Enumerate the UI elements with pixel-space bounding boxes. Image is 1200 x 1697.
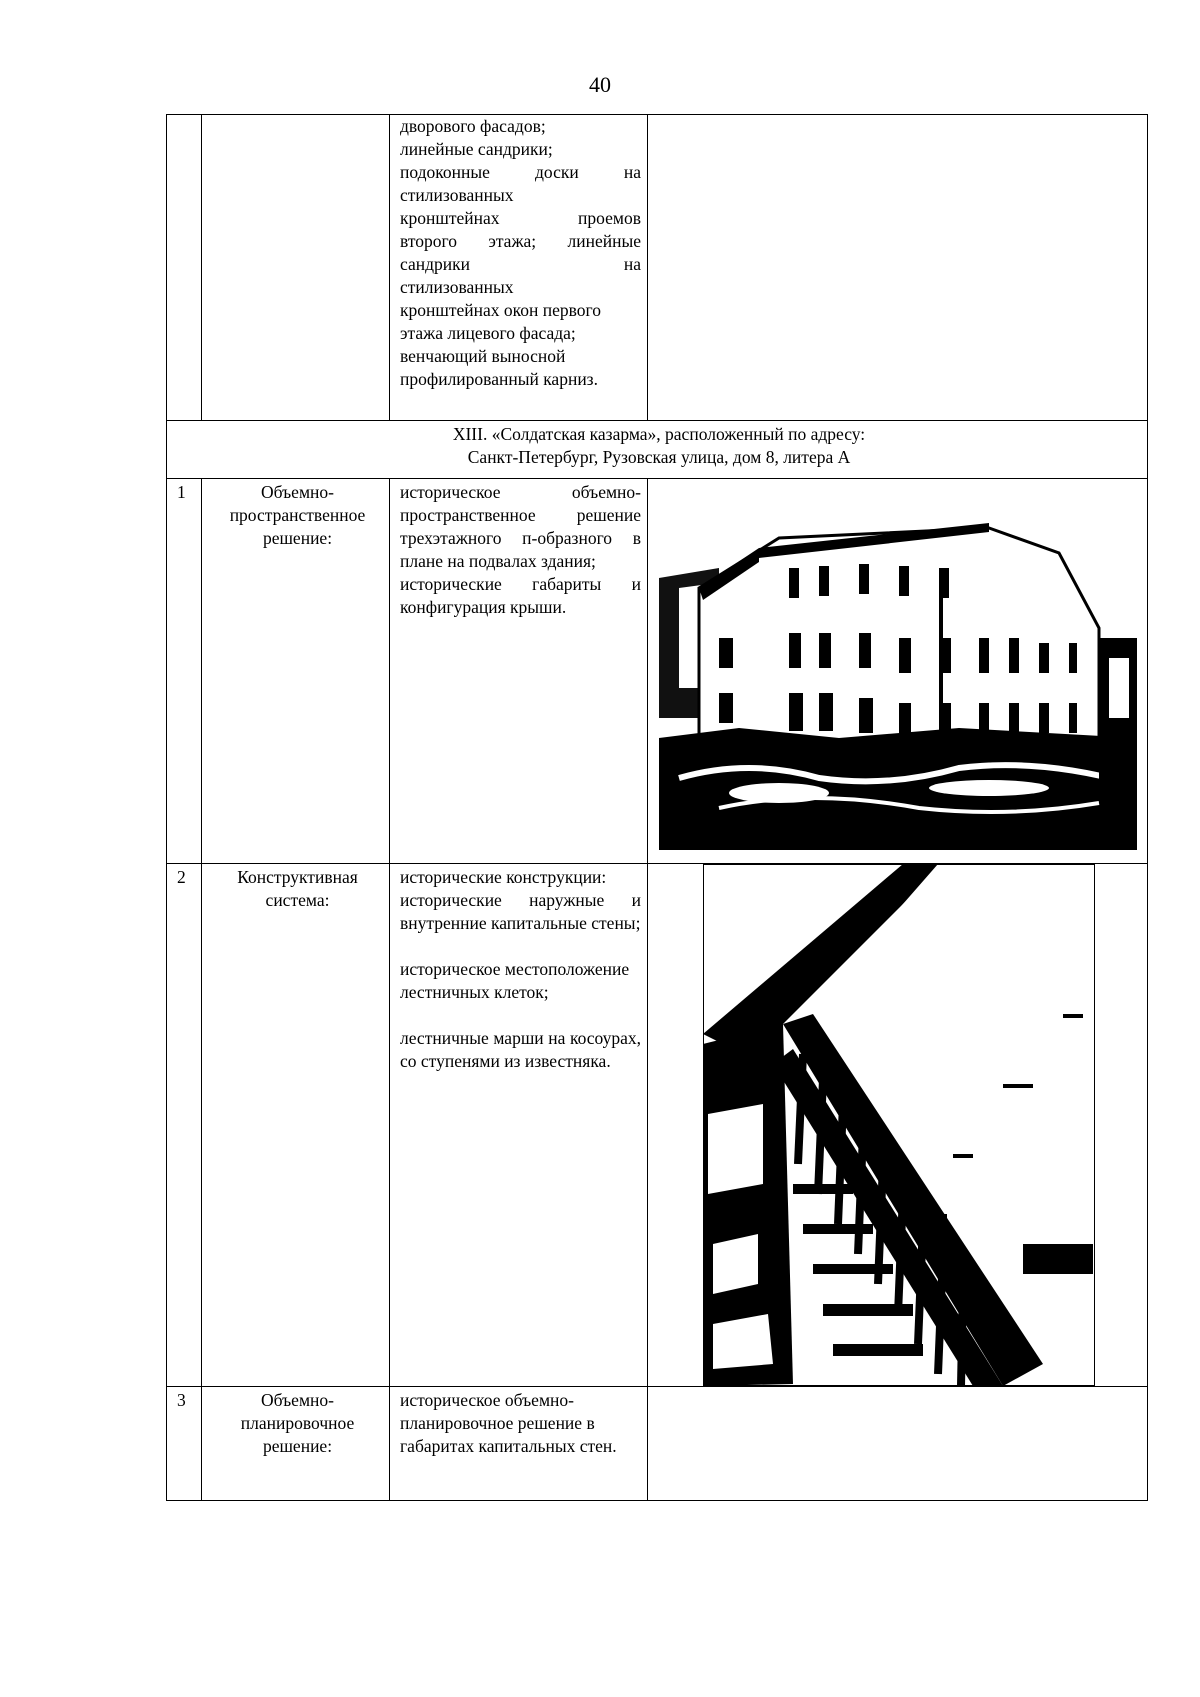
label-line: система:	[265, 890, 330, 910]
text-line: кронштейнах окон первого	[400, 300, 602, 320]
building-photo-cell	[648, 479, 1148, 864]
desc-paragraph: исторические наружные и внутренние капитальные стены;	[400, 890, 641, 933]
text-line: профилированный карниз.	[400, 369, 598, 389]
section-header-row	[167, 421, 1148, 479]
text-line: этажа лицевого фасада;	[400, 323, 576, 343]
row-description	[390, 479, 648, 864]
desc-paragraph: исторические конструкции:	[400, 867, 607, 887]
cell-empty-image	[648, 1387, 1148, 1501]
label-line: решение:	[262, 1436, 333, 1456]
table-row	[167, 1387, 1148, 1501]
heritage-table	[166, 114, 1148, 1501]
label-line: Объемно-	[261, 482, 334, 502]
text-line: второго этажа; линейные	[400, 231, 641, 251]
continuation-text	[390, 115, 648, 421]
text-line: линейные сандрики;	[400, 139, 553, 159]
row-label	[202, 864, 390, 1387]
row-number: 1	[167, 479, 202, 864]
row-label	[202, 479, 390, 864]
building-photo	[659, 488, 1137, 850]
table-row	[167, 864, 1148, 1387]
desc-paragraph: исторические габариты и конфигурация крыши.	[400, 574, 641, 617]
desc-paragraph: историческое объемно-пространственное решение трехэтажного п-образного в плане на подвалах здания;	[400, 482, 641, 571]
text-line: подоконные доски на	[400, 162, 641, 182]
staircase-photo	[703, 864, 1095, 1386]
text-line: сандрики на	[400, 254, 641, 274]
section-address-line: Санкт-Петербург, Рузовская улица, дом 8, литера А	[467, 447, 851, 467]
desc-paragraph: историческое местоположение лестничных клеток;	[400, 959, 630, 1002]
label-line: Объемно-	[261, 1390, 334, 1410]
table-row-continuation	[167, 115, 1148, 421]
label-line: Конструктивная	[237, 867, 358, 887]
text-line: кронштейнах проемов	[400, 208, 641, 228]
text-line: дворового фасадов;	[400, 116, 546, 136]
desc-paragraph: историческое объемно-планировочное решение в габаритах капитальных стен.	[400, 1390, 617, 1456]
label-line: решение:	[262, 528, 333, 548]
row-description	[390, 864, 648, 1387]
label-line: планировочное	[240, 1413, 355, 1433]
text-line: стилизованных	[400, 185, 514, 205]
text-line: стилизованных	[400, 277, 514, 297]
text-line: венчающий выносной	[400, 346, 566, 366]
row-number: 3	[167, 1387, 202, 1501]
row-number: 2	[167, 864, 202, 1387]
table-row	[167, 479, 1148, 864]
section-title-line: XIII. «Солдатская казарма», расположенный по адресу:	[452, 424, 866, 444]
cell-empty-num	[167, 115, 202, 421]
row-label	[202, 1387, 390, 1501]
desc-paragraph: лестничные марши на косоурах, со ступенями из известняка.	[400, 1028, 641, 1071]
section-header	[167, 421, 1148, 479]
row-description	[390, 1387, 648, 1501]
label-line: пространственное	[229, 505, 366, 525]
staircase-photo-cell	[648, 864, 1148, 1387]
cell-empty-label	[202, 115, 390, 421]
cell-empty-image	[648, 115, 1148, 421]
page-number: 40	[589, 72, 611, 97]
